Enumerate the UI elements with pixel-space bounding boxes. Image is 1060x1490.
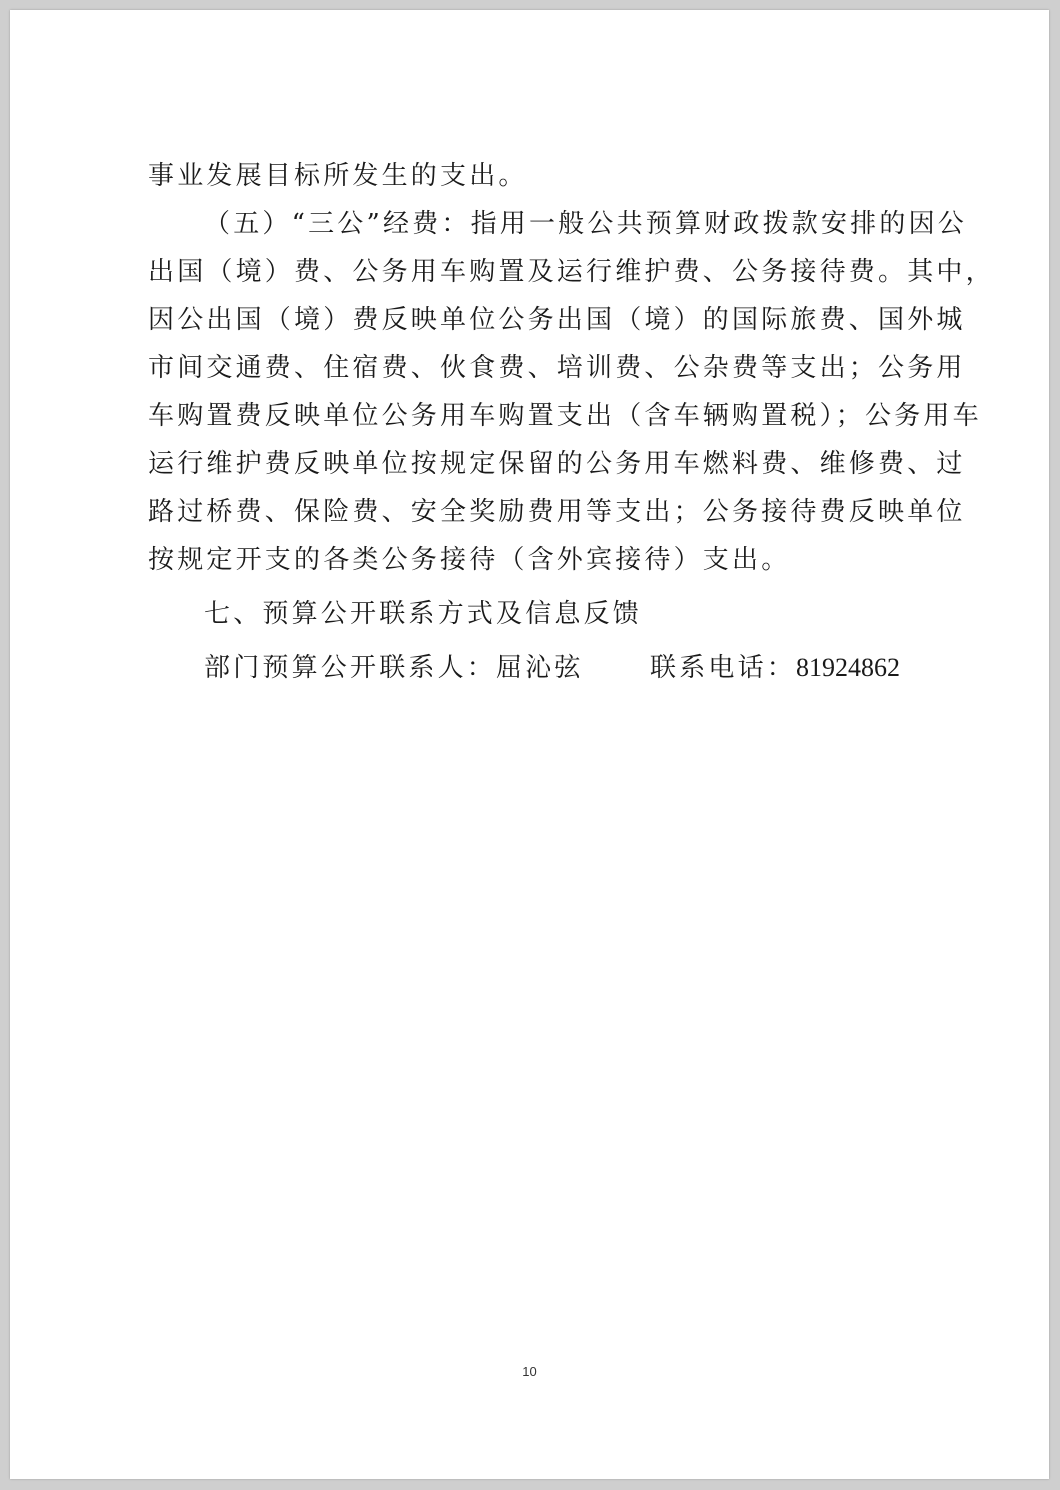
- paragraph-line-6: 车购置费反映单位公务用车购置支出（含车辆购置税）；公务用车: [148, 401, 982, 431]
- contact-row: [204, 644, 901, 692]
- paragraph-line-3: 出国（境）费、公务用车购置及运行维护费、公务接待费。其中，: [148, 257, 995, 287]
- phone-label: 联系电话：: [650, 653, 797, 683]
- document-page: [10, 10, 1049, 1479]
- paragraph-line-9: 按规定开支的各类公务接待（含外宾接待）支出。: [148, 545, 791, 575]
- paragraph-line-1: 事业发展目标所发生的支出。: [148, 161, 528, 191]
- paragraph-line-5: 市间交通费、住宿费、伙食费、培训费、公杂费等支出；公务用: [148, 353, 966, 383]
- paragraph-line-7: 运行维护费反映单位按规定保留的公务用车燃料费、维修费、过: [148, 449, 966, 479]
- section-heading: 七、预算公开联系方式及信息反馈: [204, 599, 643, 629]
- phone-number: 81924862: [796, 653, 901, 682]
- paragraph-line-4: 因公出国（境）费反映单位公务出国（境）的国际旅费、国外城: [148, 305, 966, 335]
- contact-phone: [650, 644, 900, 692]
- contact-person: 部门预算公开联系人：屈沁弦: [204, 653, 584, 683]
- paragraph-line-8: 路过桥费、保险费、安全奖励费用等支出；公务接待费反映单位: [148, 497, 966, 527]
- paragraph-line-2: （五）“三公”经费：指用一般公共预算财政拨款安排的因公: [204, 209, 967, 239]
- page-number: 10: [522, 1364, 537, 1379]
